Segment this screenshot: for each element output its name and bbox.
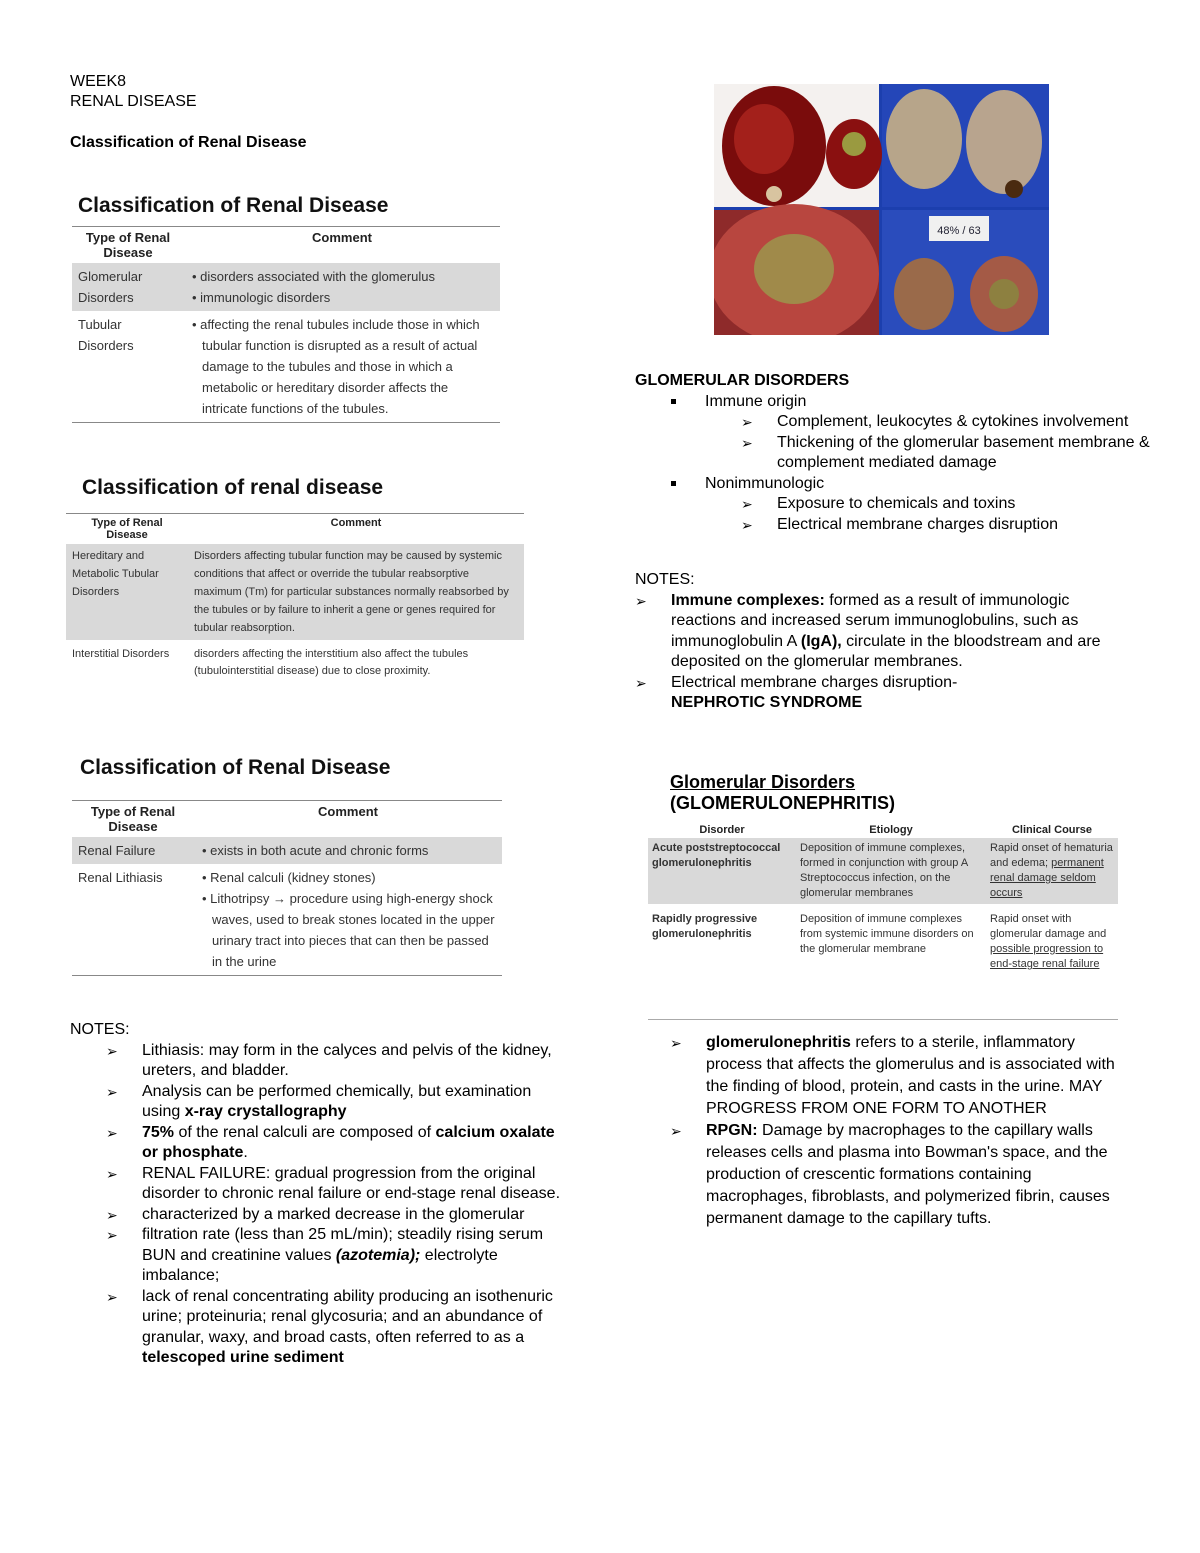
arrow-icon: ➢ bbox=[741, 516, 753, 533]
note-text: lack of renal concentrating ability producing an isothenuric urine; proteinuria; renal glycosuria; and an abundance of granular, waxy, and broad casts, often referred to as a bbox=[142, 1287, 553, 1346]
note-text: NEPHROTIC SYNDROME bbox=[671, 694, 863, 711]
note-text: x-ray crystallography bbox=[184, 1103, 347, 1120]
slide3-title: Classification of Renal Disease bbox=[80, 756, 391, 779]
slide2-table bbox=[66, 513, 524, 683]
note-text: calcium oxalate or phosphate bbox=[142, 1123, 555, 1161]
note-text: Lithiasis: may form in the calyces and pelvis of the kidney, ureters, and bladder. bbox=[142, 1041, 552, 1079]
note-item bbox=[670, 1032, 1135, 1120]
note-text: Immune complexes: bbox=[671, 591, 825, 609]
note-text: refers to a sterile, inflammatory process that affects the glomerulus and is associated with the finding of blood, protein, and casts in the urine. MAY PROGRESS FROM ONE FORM TO ANOTHER bbox=[706, 1034, 1115, 1117]
note-item bbox=[106, 1041, 570, 1082]
notes-right bbox=[635, 570, 1135, 714]
arrow-icon: ➢ bbox=[106, 1042, 118, 1059]
slide2-type: Interstitial Disorders bbox=[72, 648, 170, 660]
note-text: (IgA), bbox=[800, 632, 842, 650]
notes-right2 bbox=[670, 1032, 1135, 1230]
note-text: Analysis can be performed chemically, but examination using bbox=[142, 1082, 532, 1120]
slide1-comment: • disorders associated with the glomerulus bbox=[202, 266, 494, 287]
note-text: glomerulonephritis bbox=[706, 1034, 851, 1051]
kidney-photo-svg bbox=[714, 84, 1049, 335]
note-item bbox=[670, 1120, 1135, 1230]
note-item bbox=[106, 1082, 570, 1123]
arrow-icon: ➢ bbox=[741, 414, 753, 430]
notes-left-label: NOTES: bbox=[70, 1021, 130, 1038]
note-text: 75% bbox=[142, 1123, 175, 1141]
note-text: formed as a result of immunologic reactions and increased serum immunoglobulins, such as immunoglobulin A bbox=[671, 591, 1079, 650]
gn-course-underlined: possible progression to end-stage renal failure bbox=[990, 943, 1104, 970]
glomerular-title: GLOMERULAR DISORDERS bbox=[635, 372, 850, 389]
notes-right-label: NOTES: bbox=[635, 571, 695, 588]
gn-etiology: Deposition of immune complexes, formed in conjunction with group A Streptococcus infection, on the glomerular membranes bbox=[796, 838, 986, 904]
note-text: electrolyte imbalance; bbox=[142, 1246, 498, 1284]
slide1-comment: • immunologic disorders bbox=[202, 287, 494, 308]
arrow-icon: ➢ bbox=[635, 674, 647, 691]
gn-header: Disorder bbox=[699, 824, 745, 836]
note-text: Electrical membrane charges disruption- bbox=[671, 673, 958, 691]
slide1-col2: Comment bbox=[312, 230, 372, 245]
note-text: RPGN: bbox=[706, 1122, 758, 1139]
arrow-icon: ➢ bbox=[635, 592, 647, 609]
note-item bbox=[106, 1164, 570, 1205]
arrow-icon: ➢ bbox=[106, 1124, 118, 1141]
glomerular-group-label: Immune origin bbox=[705, 392, 807, 410]
notes-left bbox=[70, 1020, 570, 1369]
slide1-title: Classification of Renal Disease bbox=[78, 194, 389, 217]
note-text: RENAL FAILURE: gradual progression from the original disorder to chronic renal failure or end-stage renal disease. bbox=[142, 1164, 561, 1202]
gn-header: Clinical Course bbox=[1011, 824, 1093, 836]
gn-etiology: Deposition of immune complexes from systemic immune disorders on the glomerular membrane bbox=[800, 913, 974, 955]
note-item bbox=[635, 591, 1135, 673]
slide1-comment: • affecting the renal tubules include those in which tubular function is disrupted as a result of actual damage to the tubules and those in which a metabolic or hereditary disorder affects the intricate functions of the tubules. bbox=[202, 314, 494, 419]
week-label: WEEK8 bbox=[70, 73, 127, 90]
gn-course: Rapid onset with glomerular damage and bbox=[990, 913, 1107, 940]
slide1-type: Tubular Disorders bbox=[78, 317, 134, 353]
slide3-comment: • Renal calculi (kidney stones) bbox=[212, 867, 496, 888]
kidney-photo-collage bbox=[714, 84, 1049, 335]
slide1-type: Glomerular Disorders bbox=[72, 263, 184, 311]
slide3-col1: Type of Renal Disease bbox=[90, 804, 176, 834]
note-text: Damage by macrophages to the capillary walls releases cells and plasma into Bowman's space, and the production of crescentic formations containing macrophages, fibroblasts, and polymerized fibrin, causes permanent damage to the capillary tufts. bbox=[706, 1122, 1110, 1227]
arrow-icon: ➢ bbox=[670, 1123, 682, 1139]
slide2-col2: Comment bbox=[330, 517, 382, 529]
slide2-title: Classification of renal disease bbox=[82, 476, 384, 499]
gn-title-2: (GLOMERULONEPHRITIS) bbox=[670, 793, 895, 813]
gn-table-divider bbox=[648, 1019, 1118, 1020]
slide3-table bbox=[72, 800, 502, 976]
note-item bbox=[106, 1287, 570, 1369]
note-text: of the renal calculi are composed of bbox=[174, 1123, 436, 1141]
glomerular-group bbox=[671, 392, 1155, 474]
section-title: Classification of Renal Disease bbox=[70, 134, 307, 151]
topic-label: RENAL DISEASE bbox=[70, 93, 197, 110]
slide2-type: Hereditary and Metabolic Tubular Disorders bbox=[66, 544, 188, 640]
slide1-col1: Type of Renal Disease bbox=[85, 230, 171, 260]
slide3-type: Renal Lithiasis bbox=[78, 870, 163, 885]
slide3-type: Renal Failure bbox=[72, 837, 194, 864]
glomerular-group bbox=[671, 474, 1155, 536]
arrow-icon: ➢ bbox=[106, 1206, 118, 1223]
slide1-table bbox=[72, 226, 500, 423]
slide2-comment: Disorders affecting tubular function may be caused by systemic conditions that affect or override the tubular reabsorptive maximum (Tm) for particular substances normally reabsorbed by the tubules or by failure to inherit a gene or genes required for tubular reabsorption. bbox=[188, 544, 524, 640]
gn-course: Rapid onset of hematuria and edema; bbox=[990, 842, 1113, 869]
note-text: characterized by a marked decrease in the glomerular bbox=[142, 1205, 525, 1223]
slide3-comment: • exists in both acute and chronic forms bbox=[212, 840, 496, 861]
arrow-icon: ➢ bbox=[670, 1035, 682, 1051]
photo-label: 48% / 63 bbox=[937, 225, 981, 237]
slide2-col1: Type of Renal Disease bbox=[91, 517, 163, 541]
note-text: filtration rate (less than 25 mL/min); steadily rising serum BUN and creatinine values bbox=[142, 1226, 544, 1264]
gn-disorder: Rapidly progressive glomerulonephritis bbox=[652, 913, 758, 940]
arrow-icon: ➢ bbox=[106, 1288, 118, 1305]
gn-course-underlined: permanent renal damage seldom occurs bbox=[990, 857, 1104, 899]
arrow-icon: ➢ bbox=[741, 434, 753, 451]
glomerular-group-label: Nonimmunologic bbox=[705, 474, 825, 492]
note-item bbox=[635, 673, 1135, 714]
glomerular-sub: Thickening of the glomerular basement membrane & complement mediated damage bbox=[777, 433, 1150, 471]
glomerular-sub: Complement, leukocytes & cytokines involvement bbox=[777, 413, 1129, 430]
note-text: telescoped urine sediment bbox=[142, 1349, 344, 1366]
glomerular-section bbox=[635, 371, 1155, 535]
arrow-icon: ➢ bbox=[106, 1165, 118, 1182]
gn-disorder: Acute poststreptococcal glomerulonephritis bbox=[648, 838, 796, 904]
slide3-col2: Comment bbox=[318, 804, 378, 819]
gn-slide-title bbox=[670, 772, 895, 814]
note-text: (azotemia); bbox=[335, 1246, 421, 1264]
note-item bbox=[106, 1205, 570, 1226]
note-text: circulate in the bloodstream and are deposited on the glomerular membranes. bbox=[671, 632, 1101, 670]
note-item bbox=[106, 1225, 570, 1287]
note-text: . bbox=[243, 1144, 248, 1161]
gn-table bbox=[648, 822, 1118, 975]
arrow-icon: ➢ bbox=[741, 496, 753, 512]
arrow-icon: ➢ bbox=[106, 1083, 118, 1100]
gn-header: Etiology bbox=[869, 824, 913, 836]
gn-title-1: Glomerular Disorders bbox=[670, 772, 856, 792]
glomerular-sub: Exposure to chemicals and toxins bbox=[777, 495, 1016, 512]
note-item bbox=[106, 1123, 570, 1164]
slide3-comment: • Lithotripsy → procedure using high-energy shock waves, used to break stones located in the upper urinary tract into pieces that can then be passed in the urine bbox=[212, 888, 496, 972]
slide2-comment: disorders affecting the interstitium also affect the tubules (tubulointerstitial disease) due to close proximity. bbox=[194, 648, 469, 677]
glomerular-sub: Electrical membrane charges disruption bbox=[777, 515, 1059, 533]
arrow-icon: ➢ bbox=[106, 1227, 118, 1243]
